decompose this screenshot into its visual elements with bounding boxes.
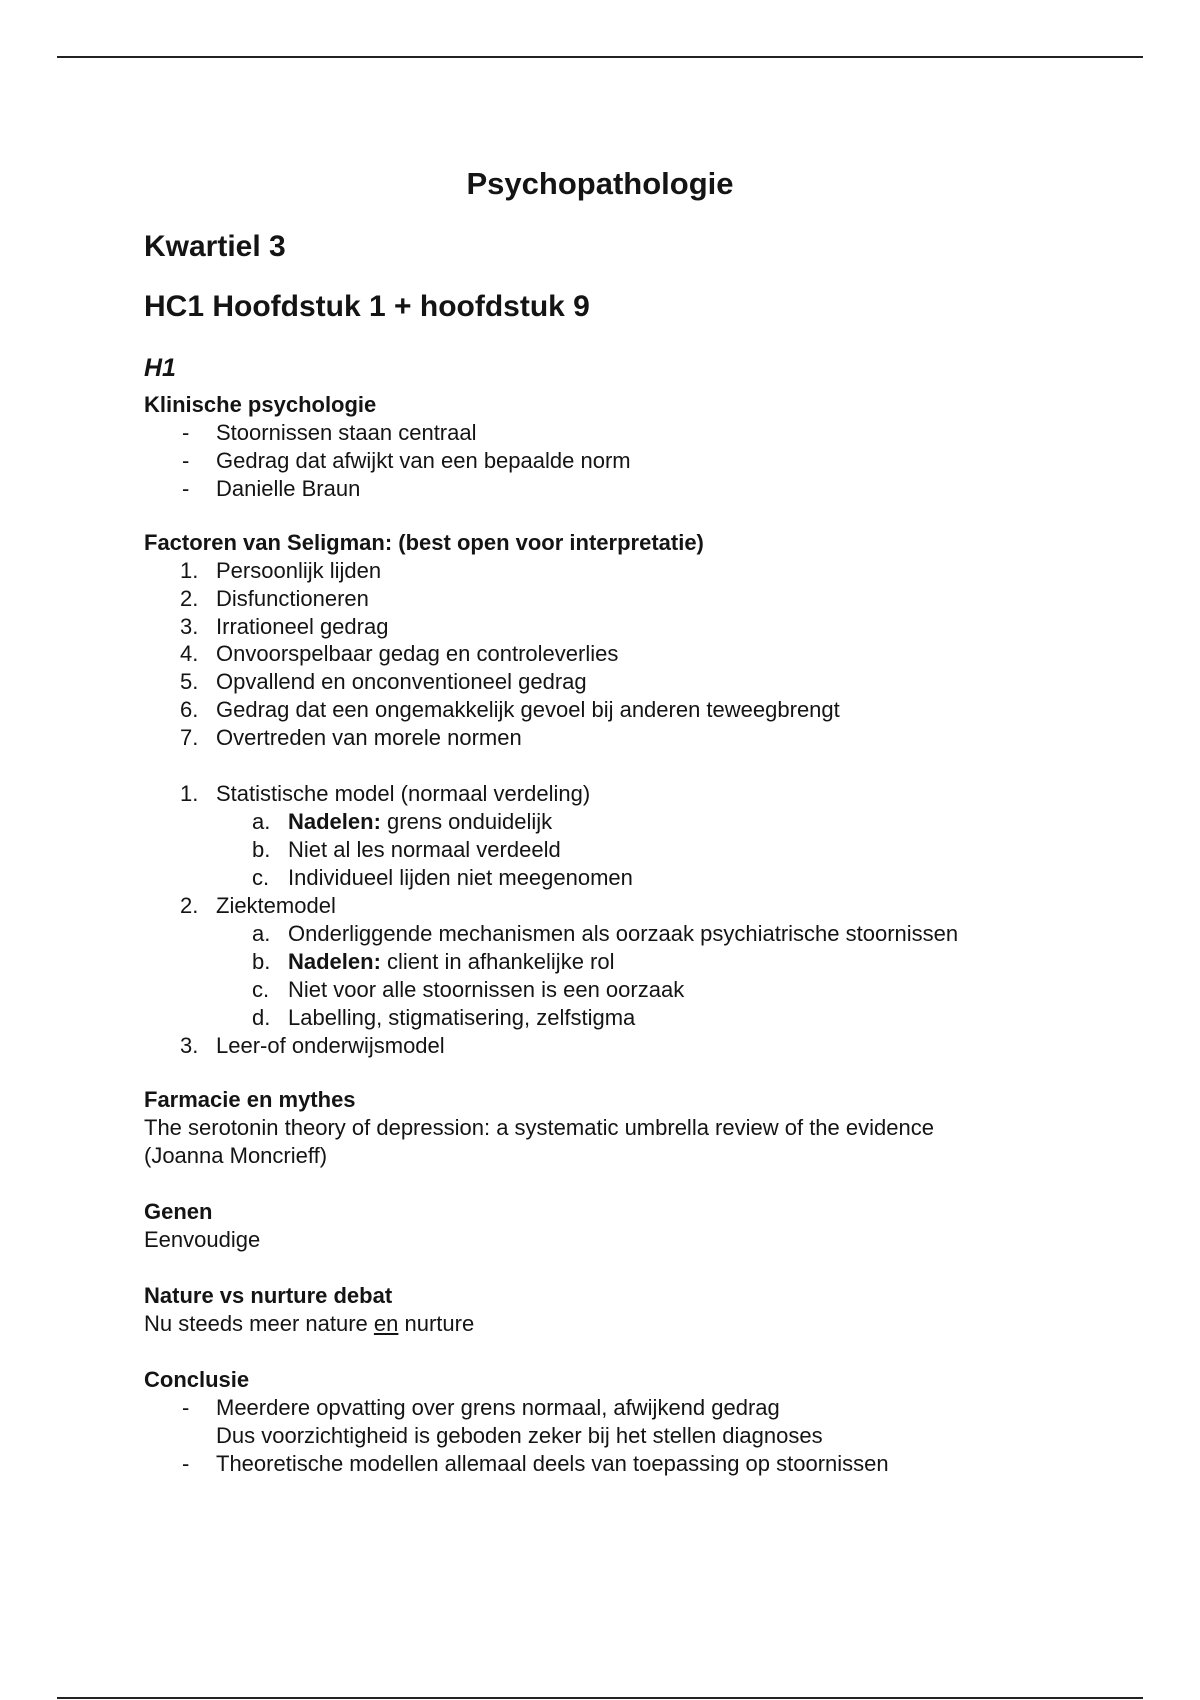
list-item: Meerdere opvatting over grens normaal, afwijkend gedrag: [216, 1395, 780, 1420]
farmacie-heading: Farmacie en mythes: [144, 1087, 356, 1112]
sub-marker: c.: [252, 865, 270, 890]
nature-heading: Nature vs nurture debat: [144, 1283, 393, 1308]
list-number: 5.: [180, 669, 199, 694]
model-item: Ziektemodel: [216, 893, 336, 918]
model-item: Leer-of onderwijsmodel: [216, 1033, 445, 1058]
sub-item-text: client in afhankelijke rol: [380, 949, 615, 974]
sub-marker: a.: [252, 809, 271, 834]
top-rule: [57, 56, 1143, 58]
bullet-dash: -: [182, 448, 190, 473]
bold-label: Nadelen:: [288, 949, 381, 974]
chapter-heading: H1: [144, 354, 176, 382]
document-title: Psychopathologie: [466, 166, 734, 201]
list-item-continuation: Dus voorzichtigheid is geboden zeker bij het stellen diagnoses: [216, 1423, 823, 1448]
list-item: Theoretische modellen allemaal deels van toepassing op stoornissen: [216, 1451, 889, 1476]
nature-text-underlined: en: [373, 1311, 399, 1336]
list-number: 4.: [180, 641, 199, 666]
bullet-dash: -: [182, 1395, 190, 1420]
sub-marker: a.: [252, 921, 271, 946]
list-number: 2.: [180, 893, 199, 918]
list-item: Stoornissen staan centraal: [216, 420, 477, 445]
list-number: 1.: [180, 781, 199, 806]
list-item: Gedrag dat afwijkt van een bepaalde norm: [216, 448, 631, 473]
genen-heading: Genen: [144, 1199, 213, 1224]
lecture-heading: HC1 Hoofdstuk 1 + hoofdstuk 9: [144, 290, 590, 323]
farmacie-text-line2: (Joanna Moncrieff): [144, 1143, 328, 1168]
nature-text-pre: Nu steeds meer nature: [144, 1311, 374, 1336]
genen-text: Eenvoudige: [144, 1227, 261, 1252]
sub-item: Niet voor alle stoornissen is een oorzaak: [288, 977, 685, 1002]
list-item: Irrationeel gedrag: [216, 614, 389, 639]
seligman-heading: Factoren van Seligman: (best open voor interpretatie): [144, 530, 704, 555]
bottom-rule: [57, 1697, 1143, 1699]
bold-label: Nadelen:: [288, 809, 381, 834]
bullet-dash: -: [182, 1451, 190, 1476]
farmacie-text-line1: The serotonin theory of depression: a systematic umbrella review of the evidence: [144, 1115, 934, 1140]
list-item: Onvoorspelbaar gedag en controleverlies: [216, 641, 619, 666]
sub-marker: c.: [252, 977, 270, 1002]
bullet-dash: -: [182, 476, 190, 501]
sub-marker: b.: [252, 949, 271, 974]
sub-item: [288, 949, 615, 975]
list-number: 1.: [180, 558, 199, 583]
list-number: 3.: [180, 1033, 199, 1058]
list-item: Persoonlijk lijden: [216, 558, 382, 583]
sub-item: Labelling, stigmatisering, zelfstigma: [288, 1005, 636, 1030]
list-number: 3.: [180, 614, 199, 639]
list-number: 6.: [180, 697, 199, 722]
quartile-heading: Kwartiel 3: [144, 230, 286, 263]
sub-item: Niet al les normaal verdeeld: [288, 837, 561, 862]
list-item: Opvallend en onconventioneel gedrag: [216, 669, 587, 694]
nature-text: [144, 1311, 474, 1337]
list-item: Gedrag dat een ongemakkelijk gevoel bij anderen teweegbrengt: [216, 697, 840, 722]
sub-item: Individueel lijden niet meegenomen: [288, 865, 633, 890]
bullet-dash: -: [182, 420, 190, 445]
sub-marker: d.: [252, 1005, 271, 1030]
list-number: 2.: [180, 586, 199, 611]
sub-item: [288, 809, 552, 835]
klinische-heading: Klinische psychologie: [144, 392, 377, 417]
sub-item-text: grens onduidelijk: [380, 809, 553, 834]
list-number: 7.: [180, 725, 199, 750]
nature-text-post: nurture: [398, 1311, 475, 1336]
list-item: Danielle Braun: [216, 476, 361, 501]
list-item: Overtreden van morele normen: [216, 725, 522, 750]
model-item: Statistische model (normaal verdeling): [216, 781, 591, 806]
conclusie-heading: Conclusie: [144, 1367, 250, 1392]
sub-item: Onderliggende mechanismen als oorzaak psychiatrische stoornissen: [288, 921, 959, 946]
sub-marker: b.: [252, 837, 271, 862]
list-item: Disfunctioneren: [216, 586, 369, 611]
